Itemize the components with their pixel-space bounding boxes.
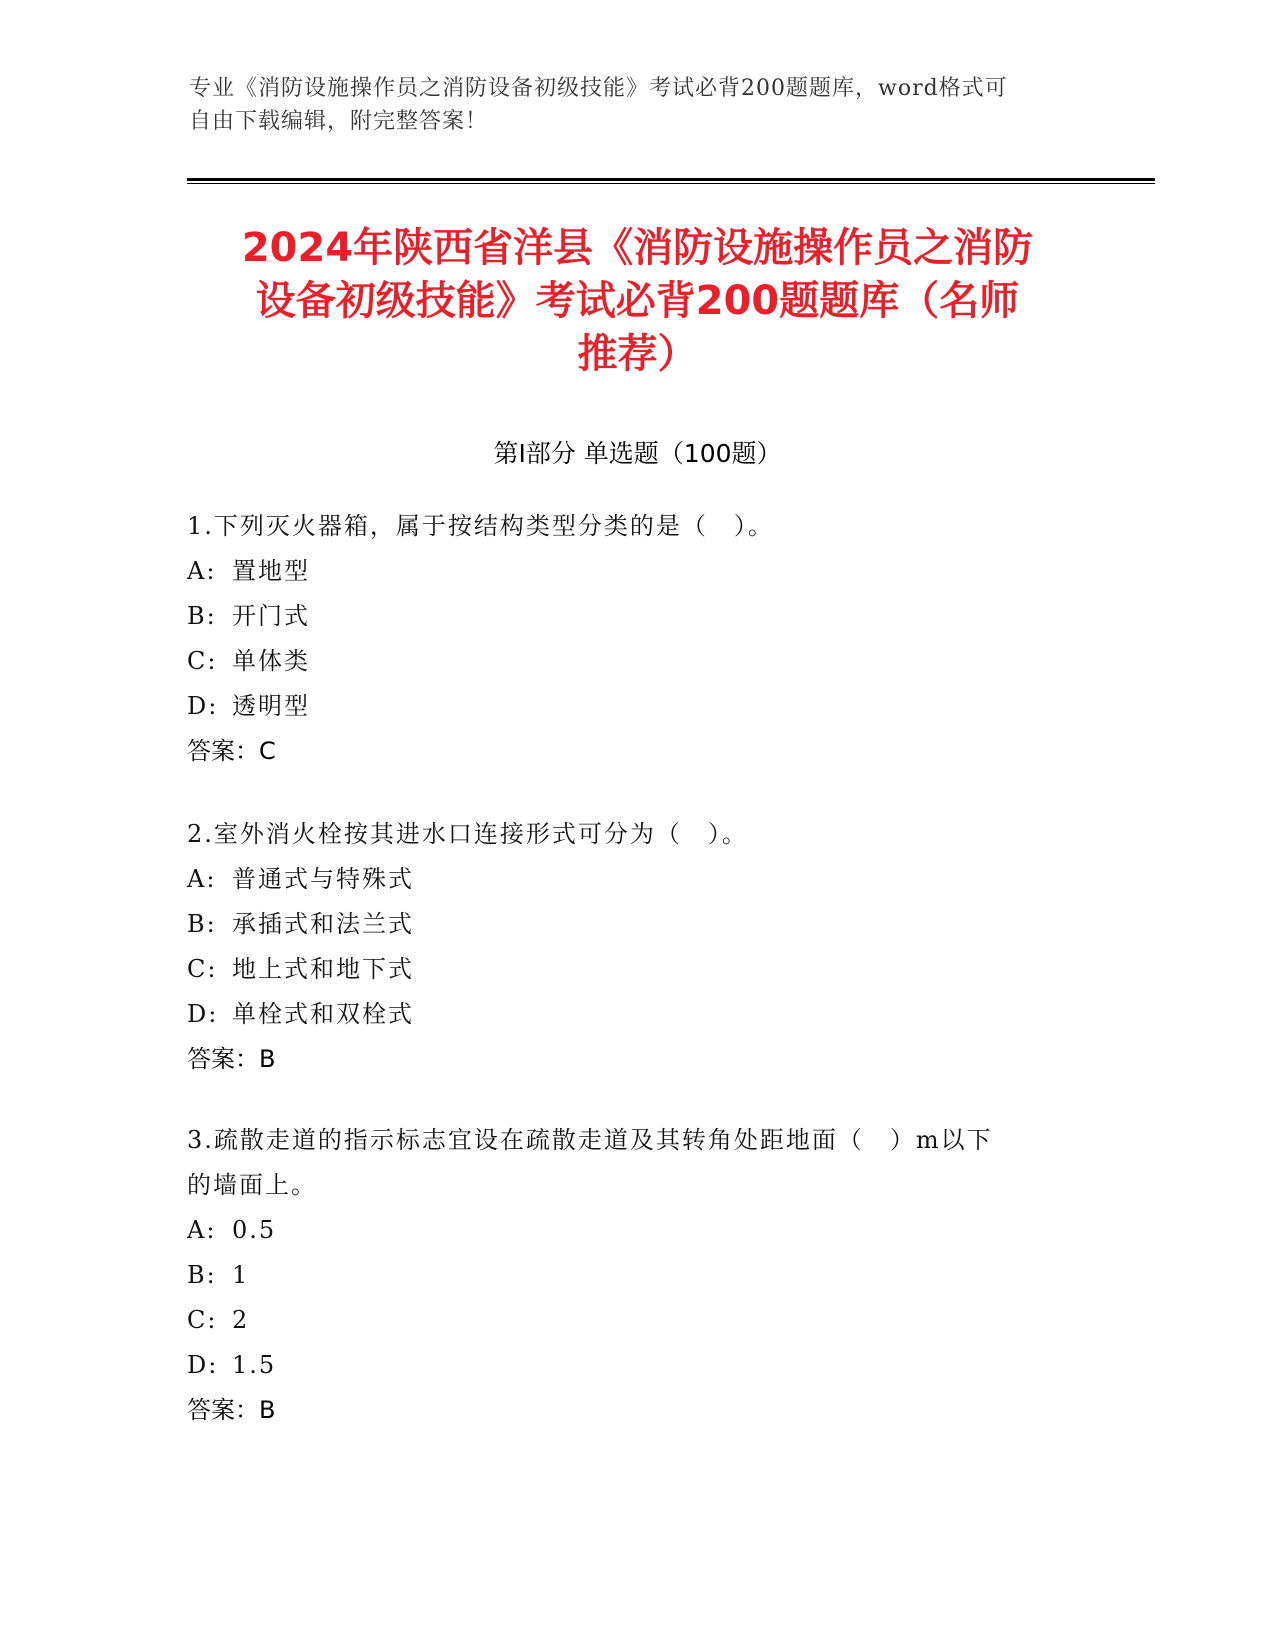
option-a (187, 857, 1087, 902)
option-text: 地上式和地下式 (232, 955, 414, 983)
option-letter: B: (187, 910, 217, 938)
header-rule-thin (187, 183, 1155, 184)
option-letter: C: (187, 1306, 218, 1334)
question-text: 2.室外消火栓按其进水口连接形式可分为（ ）。 (187, 820, 748, 848)
option-text: 0.5 (232, 1216, 277, 1244)
section-title: 第Ⅰ部分 单选题（100题） (493, 439, 782, 468)
option-c (187, 639, 1087, 684)
option-b (187, 1253, 1087, 1298)
question-3 (187, 1118, 1087, 1433)
question-text: 3.疏散走道的指示标志宜设在疏散走道及其转角处距地面（ ）m以下 (187, 1126, 993, 1154)
option-d (187, 684, 1087, 729)
option-letter: A: (187, 865, 217, 893)
option-a (187, 549, 1087, 594)
option-letter: D: (187, 692, 219, 720)
header-note (189, 72, 1089, 138)
title-line1: 2024年陕西省洋县《消防设施操作员之消防 (241, 225, 1034, 271)
option-letter: B: (187, 1261, 217, 1289)
question-text-continued: 的墙面上。 (187, 1171, 317, 1199)
option-d (187, 1343, 1087, 1388)
option-letter: D: (187, 1000, 219, 1028)
option-c (187, 947, 1087, 992)
option-letter: A: (187, 557, 217, 585)
header-note-line1: 专业《消防设施操作员之消防设备初级技能》考试必背200题题库，word格式可 (189, 76, 1008, 101)
option-text: 开门式 (232, 602, 310, 630)
option-letter: D: (187, 1351, 219, 1379)
option-letter: A: (187, 1216, 217, 1244)
option-text: 2 (232, 1306, 250, 1334)
title-line2: 设备初级技能》考试必背200题题库（名师 (255, 278, 1020, 324)
answer: 答案：C (187, 737, 276, 765)
option-text: 1.5 (232, 1351, 277, 1379)
option-letter: B: (187, 602, 217, 630)
option-text: 单栓式和双栓式 (232, 1000, 414, 1028)
option-b (187, 902, 1087, 947)
question-2 (187, 812, 1087, 1082)
option-text: 承插式和法兰式 (232, 910, 414, 938)
option-text: 普通式与特殊式 (232, 865, 414, 893)
option-letter: C: (187, 955, 218, 983)
option-text: 1 (232, 1261, 250, 1289)
question-text: 1.下列灭火器箱，属于按结构类型分类的是（ ）。 (187, 512, 774, 540)
option-letter: C: (187, 647, 218, 675)
option-b (187, 594, 1087, 639)
option-d (187, 992, 1087, 1037)
option-a (187, 1208, 1087, 1253)
answer: 答案：B (187, 1045, 276, 1073)
option-text: 置地型 (232, 557, 310, 585)
option-text: 单体类 (232, 647, 310, 675)
answer: 答案：B (187, 1396, 276, 1424)
document-title (170, 222, 1105, 381)
title-line3: 推荐） (577, 331, 698, 377)
header-note-line2: 自由下载编辑，附完整答案！ (189, 109, 489, 134)
header-rule-thick (187, 178, 1155, 181)
option-c (187, 1298, 1087, 1343)
question-1 (187, 504, 1087, 774)
option-text: 透明型 (232, 692, 310, 720)
